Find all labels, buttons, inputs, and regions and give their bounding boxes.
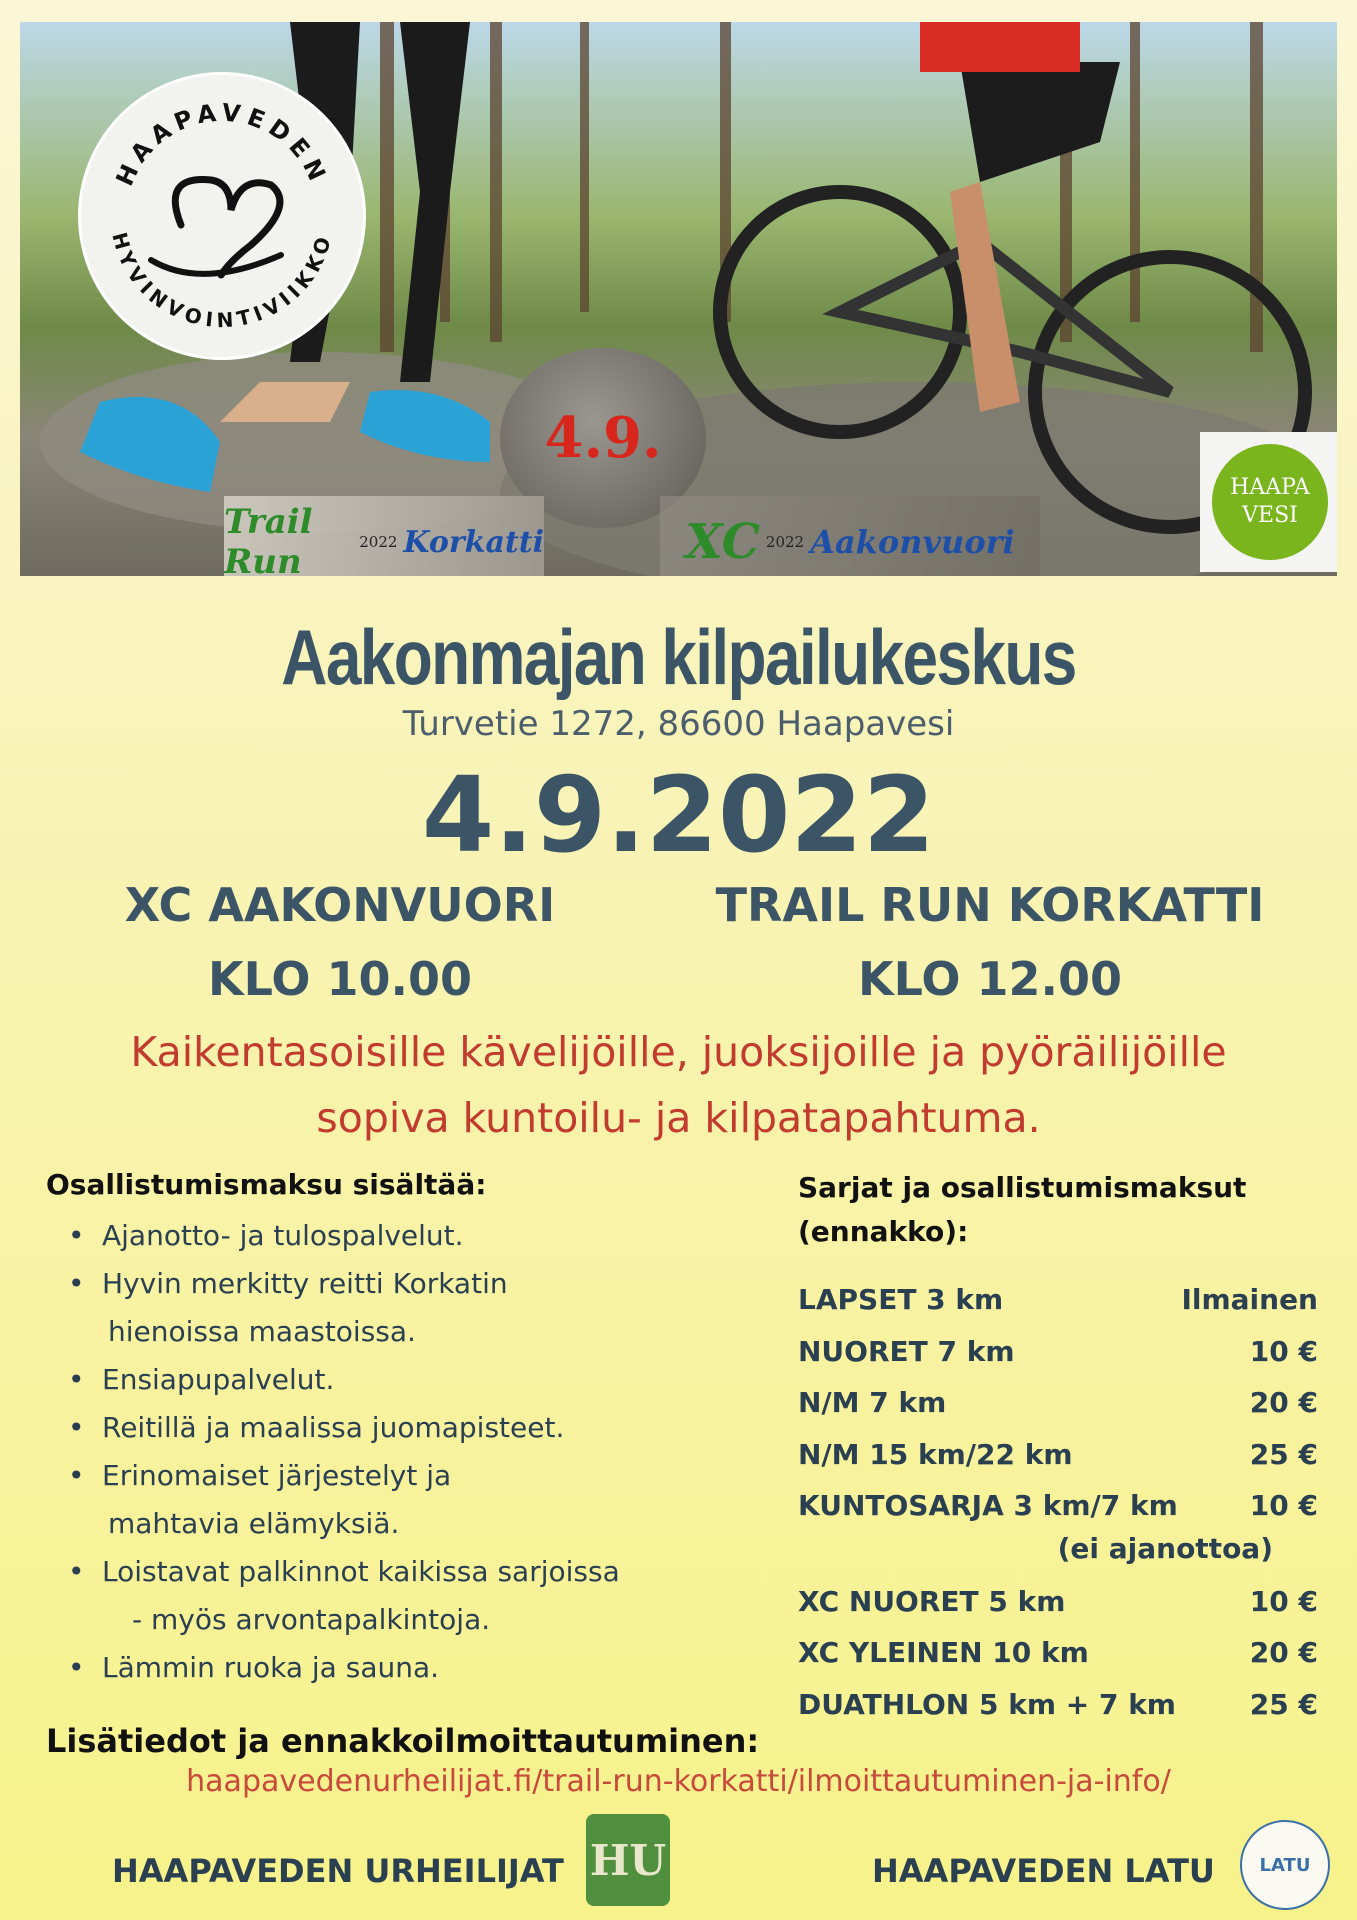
logo-text-bottom: HYVINVOINTIVIIKKO bbox=[107, 229, 337, 333]
includes-title: Osallistumismaksu sisältää: bbox=[46, 1168, 487, 1201]
includes-list bbox=[66, 1212, 620, 1692]
fees-table bbox=[798, 1274, 1318, 1730]
urheilijat-logo: HU bbox=[586, 1814, 670, 1906]
organizer-latu: HAAPAVEDEN LATU bbox=[872, 1852, 1215, 1890]
bullet-icon: • bbox=[68, 1459, 85, 1492]
fee-row: DUATHLON 5 km + 7 km 25 € bbox=[798, 1687, 1318, 1721]
xc-banner-word2: Aakonvuori bbox=[810, 523, 1015, 561]
bullet-icon: • bbox=[68, 1651, 85, 1684]
trail-banner-word2: Korkatti bbox=[403, 524, 544, 560]
svg-text:HYVINVOINTIVIIKKO bbox=[107, 230, 337, 333]
event-time-trail: KLO 12.00 bbox=[858, 952, 1122, 1006]
list-item: • Erinomaiset järjestelyt ja mahtavia elämyksiä. bbox=[66, 1452, 620, 1548]
haapavesi-badge bbox=[1200, 432, 1337, 572]
tagline-line2: sopiva kuntoilu- ja kilpatapahtuma. bbox=[316, 1094, 1041, 1142]
fee-row: LAPSET 3 km Ilmainen bbox=[798, 1283, 1318, 1317]
fee-row: N/M 15 km/22 km 25 € bbox=[798, 1437, 1318, 1471]
event-date: 4.9.2022 bbox=[421, 754, 936, 876]
tagline-line1: Kaikentasoisille kävelijöille, juoksijoille ja pyöräilijöille bbox=[130, 1028, 1227, 1076]
svg-text:HAAPAVEDEN bbox=[110, 98, 333, 190]
organizer-urheilijat: HAAPAVEDEN URHEILIJAT bbox=[112, 1852, 564, 1890]
hyvinvointiviikko-logo bbox=[78, 72, 366, 360]
venue-title: Aakonmajan kilpailukeskus bbox=[281, 613, 1076, 701]
bullet-icon: • bbox=[68, 1267, 85, 1300]
registration-link[interactable]: haapavedenurheilijat.fi/trail-run-korkatti/ilmoittautuminen-ja-info/ bbox=[186, 1764, 1171, 1799]
trail-banner-year: 2022 bbox=[359, 533, 398, 551]
logo-text-top: HAAPAVEDEN bbox=[110, 98, 334, 191]
hero-photo bbox=[20, 22, 1337, 576]
xc-banner-word1: XC bbox=[685, 514, 760, 570]
list-item: • Loistavat palkinnot kaikissa sarjoissa - myös arvontapalkintoja. bbox=[66, 1548, 620, 1644]
fee-row: N/M 7 km 20 € bbox=[798, 1386, 1318, 1420]
bullet-icon: • bbox=[68, 1555, 85, 1588]
badge-line2: VESI bbox=[1242, 503, 1298, 528]
latu-logo: LATU bbox=[1240, 1820, 1330, 1910]
list-item: • Ensiapupalvelut. bbox=[66, 1356, 620, 1404]
fee-row: XC NUORET 5 km 10 € bbox=[798, 1584, 1318, 1618]
list-item: • Reitillä ja maalissa juomapisteet. bbox=[66, 1404, 620, 1452]
trail-run-banner bbox=[224, 496, 544, 576]
fee-note: (ei ajanottoa) bbox=[1057, 1531, 1273, 1565]
event-name-xc: XC AAKONVUORI bbox=[124, 878, 556, 932]
bullet-icon: • bbox=[68, 1411, 85, 1444]
bullet-icon: • bbox=[68, 1363, 85, 1396]
trail-banner-word1: Trail Run bbox=[224, 502, 313, 576]
fee-row: XC YLEINEN 10 km 20 € bbox=[798, 1636, 1318, 1670]
list-item: • Hyvin merkitty reitti Korkatin hienoissa maastoissa. bbox=[66, 1260, 620, 1356]
more-info-title: Lisätiedot ja ennakkoilmoittautuminen: bbox=[46, 1722, 760, 1760]
fees-title: Sarjat ja osallistumismaksut (ennakko): bbox=[798, 1171, 1247, 1248]
badge-line1: HAAPA bbox=[1230, 475, 1310, 500]
bullet-icon: • bbox=[68, 1219, 85, 1252]
list-item: • Lämmin ruoka ja sauna. bbox=[66, 1644, 620, 1692]
fee-row: NUORET 7 km 10 € bbox=[798, 1334, 1318, 1368]
event-time-xc: KLO 10.00 bbox=[208, 952, 472, 1006]
list-item: • Ajanotto- ja tulospalvelut. bbox=[66, 1212, 620, 1260]
stone-date-text: 4.9. bbox=[544, 405, 662, 471]
event-name-trail: TRAIL RUN KORKATTI bbox=[715, 878, 1265, 932]
xc-banner bbox=[660, 496, 1040, 576]
fee-row: KUNTOSARJA 3 km/7 km 10 € bbox=[798, 1489, 1318, 1523]
xc-banner-year: 2022 bbox=[765, 533, 805, 551]
venue-address: Turvetie 1272, 86600 Haapavesi bbox=[402, 704, 955, 744]
